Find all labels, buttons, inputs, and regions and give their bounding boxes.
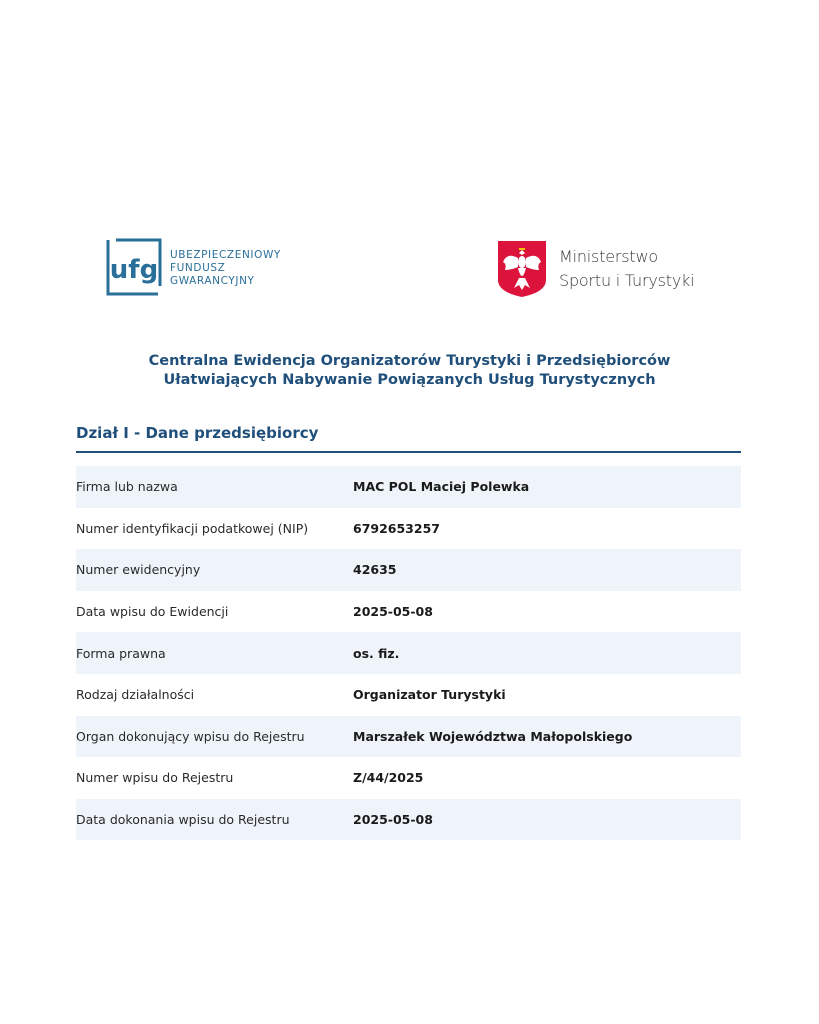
logos-header bbox=[0, 236, 819, 306]
table-row bbox=[76, 716, 741, 758]
row-value: os. fiz. bbox=[353, 645, 400, 661]
row-value: Organizator Turystyki bbox=[353, 687, 506, 703]
document-title-line-1: Centralna Ewidencja Organizatorów Turystyki i Przedsiębiorców bbox=[148, 353, 671, 369]
row-value: MAC POL Maciej Polewka bbox=[353, 479, 530, 495]
ufg-logo bbox=[104, 238, 281, 298]
table-row bbox=[76, 632, 741, 674]
row-label: Numer identyfikacji podatkowej (NIP) bbox=[76, 520, 309, 536]
ufg-mark-icon bbox=[104, 238, 162, 298]
row-label: Organ dokonujący wpisu do Rejestru bbox=[76, 728, 305, 744]
table-row bbox=[76, 799, 741, 841]
ministry-line-1: Ministerstwo bbox=[559, 247, 658, 266]
row-value: Marszałek Województwa Małopolskiego bbox=[353, 728, 633, 744]
ufg-name bbox=[170, 249, 281, 288]
row-value: 42635 bbox=[353, 562, 397, 578]
row-label: Numer ewidencyjny bbox=[76, 562, 201, 578]
document-title-line-2: Ułatwiających Nabywanie Powiązanych Usług Turystycznych bbox=[163, 372, 656, 388]
ministry-line-2: Sportu i Turystyki bbox=[559, 271, 695, 290]
row-value: Z/44/2025 bbox=[353, 770, 424, 786]
section-divider bbox=[76, 451, 741, 453]
table-row bbox=[76, 591, 741, 633]
section-heading: Dział I - Dane przedsiębiorcy bbox=[76, 424, 319, 442]
ministry-logo bbox=[497, 240, 694, 298]
row-label: Rodzaj działalności bbox=[76, 687, 195, 703]
table-row bbox=[76, 466, 741, 508]
company-data-table bbox=[76, 466, 741, 840]
polish-eagle-icon bbox=[497, 240, 547, 298]
row-value: 2025-05-08 bbox=[353, 812, 433, 828]
table-row bbox=[76, 508, 741, 550]
row-label: Data wpisu do Ewidencji bbox=[76, 604, 229, 620]
ministry-name bbox=[559, 245, 694, 293]
ufg-mark-text: ufg bbox=[109, 255, 159, 285]
document-title bbox=[0, 352, 819, 390]
row-label: Firma lub nazwa bbox=[76, 479, 178, 495]
table-row bbox=[76, 549, 741, 591]
table-row bbox=[76, 757, 741, 799]
ufg-line-1: UBEZPIECZENIOWY bbox=[170, 248, 281, 261]
row-label: Forma prawna bbox=[76, 645, 166, 661]
table-row bbox=[76, 674, 741, 716]
row-label: Data dokonania wpisu do Rejestru bbox=[76, 812, 290, 828]
ufg-line-2: FUNDUSZ bbox=[170, 261, 226, 274]
row-value: 2025-05-08 bbox=[353, 604, 433, 620]
ufg-line-3: GWARANCYJNY bbox=[170, 274, 255, 287]
row-label: Numer wpisu do Rejestru bbox=[76, 770, 234, 786]
row-value: 6792653257 bbox=[353, 520, 440, 536]
